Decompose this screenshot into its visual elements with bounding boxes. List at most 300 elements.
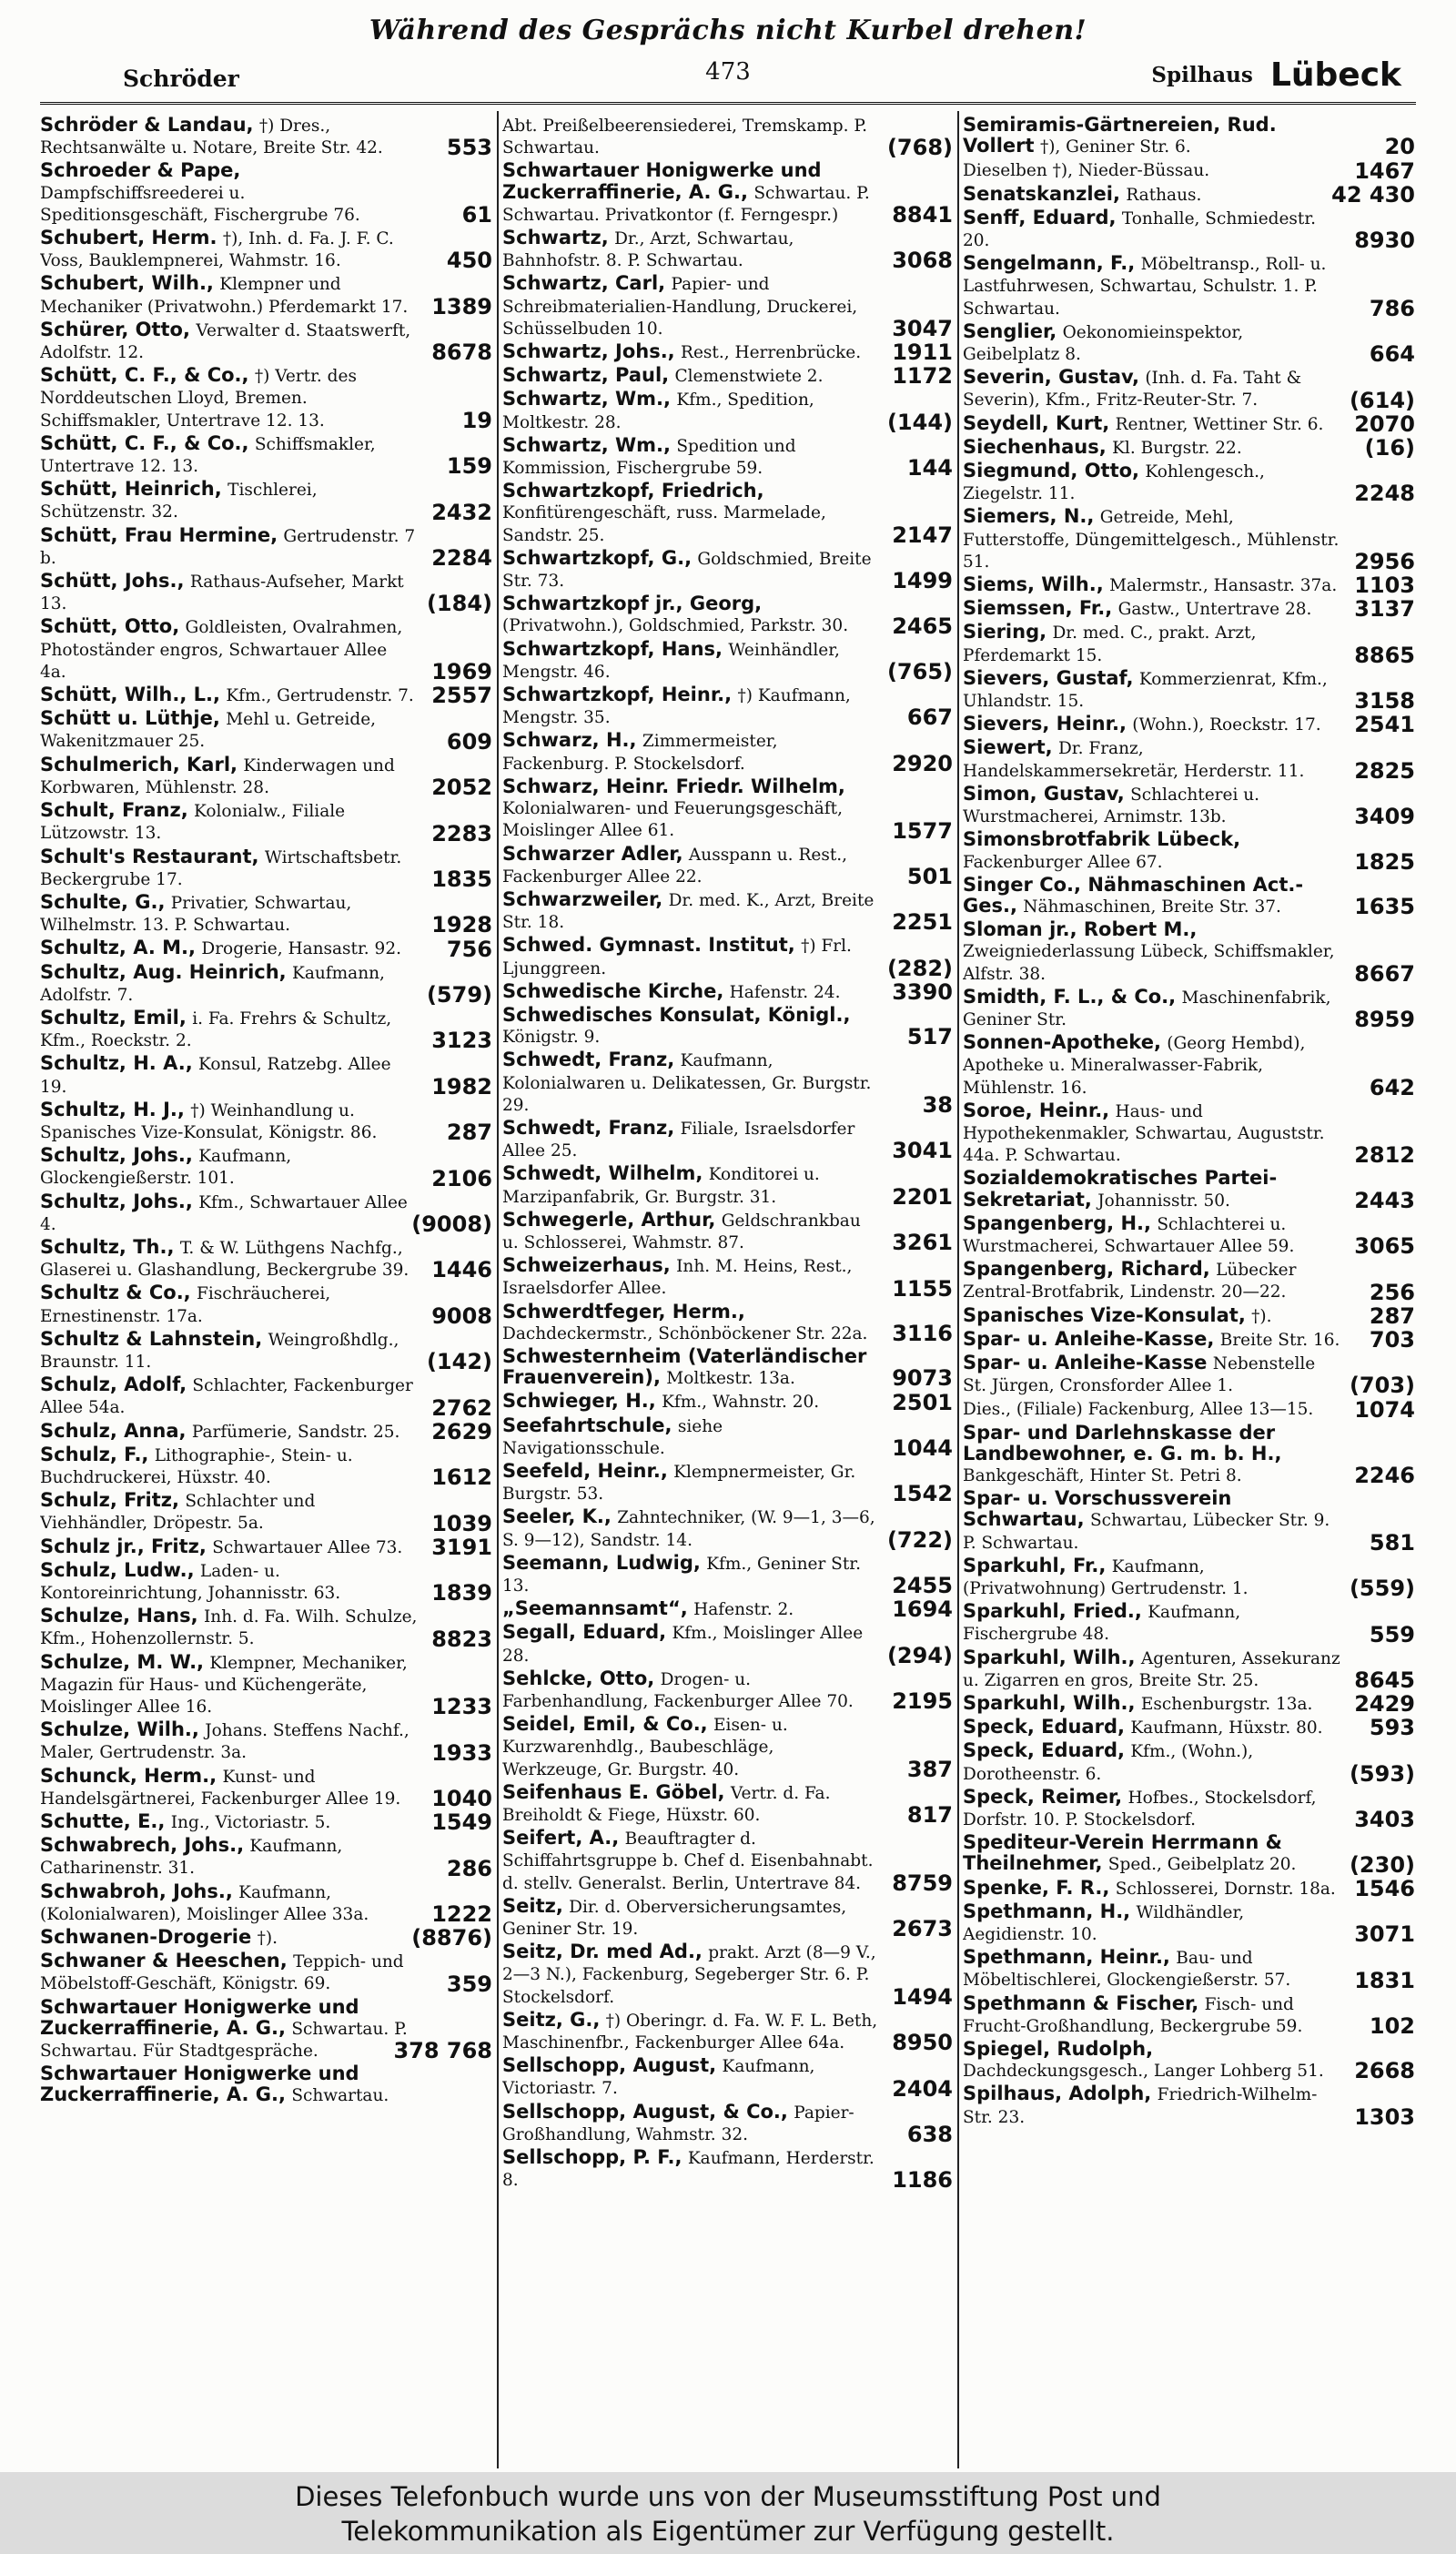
- directory-entry: [40, 1098, 492, 1146]
- directory-entry: [502, 1208, 953, 1256]
- entry-name: Schulz, Adolf,: [40, 1373, 187, 1396]
- entry-name: Schwartauer Honigwerke und Zuckerraffinerie, A. G.,: [40, 1995, 359, 2039]
- directory-entry: [502, 1828, 953, 1894]
- entry-details: Schwartau. P. Schwartau. Für Stadtgespräche.: [40, 2019, 408, 2062]
- entry-name: Simon, Gustav,: [963, 782, 1125, 805]
- entry-details: Konsul, Ratzebg. Allee 19.: [40, 1055, 391, 1097]
- phone-number: 1039: [428, 1513, 492, 1535]
- entry-name: Schwartz, Wm.,: [502, 388, 672, 410]
- entry-details: Wirtschaftsbetr. Beckergrube 17.: [40, 847, 402, 889]
- entry-name: Schwarz, H.,: [502, 729, 637, 752]
- phone-number: 2429: [1350, 1693, 1415, 1715]
- entry-name: Seemann, Ludwig,: [502, 1551, 701, 1574]
- entry-details: T. & W. Lüthgens Nachfg., Glaserei u. Glashandlung, Beckergrube 39.: [40, 1238, 410, 1281]
- phone-number: 2246: [1350, 1464, 1415, 1486]
- entry-name: Schwartz, Paul,: [502, 364, 670, 387]
- directory-entry: [963, 1488, 1415, 1554]
- entry-name: Schwartz, Carl,: [502, 272, 666, 295]
- entry-name: Soroe, Heinr.,: [963, 1099, 1110, 1121]
- entry-name: Seeler, K.,: [502, 1505, 612, 1528]
- directory-entry: [502, 115, 953, 161]
- phone-number: 450: [443, 249, 492, 271]
- entry-name: Spiegel, Rudolph,: [963, 2038, 1154, 2061]
- entry-name: Sozialdemokratisches Partei-Sekretariat,: [963, 1167, 1278, 1211]
- entry-name: Spethmann, Heinr.,: [963, 1946, 1170, 1969]
- entry-details: prakt. Arzt (8—9 V., 2—3 N.), Fackenburg, Segeberger Str. 6. P. Stockelsdorf.: [502, 1943, 876, 2007]
- entry-details: Kaufmann, Victoriastr. 7.: [502, 2057, 815, 2099]
- entry-name: Spediteur-Verein Herrmann & Theilnehmer,: [963, 1831, 1282, 1875]
- directory-entry: [963, 1100, 1415, 1167]
- phone-number: 1103: [1350, 574, 1415, 596]
- entry-details: †).: [1251, 1306, 1272, 1326]
- phone-number: 664: [1366, 343, 1415, 365]
- phone-number: (142): [423, 1351, 492, 1373]
- phone-number: 8667: [1350, 963, 1415, 985]
- entry-name: Schubert, Wilh.,: [40, 272, 214, 295]
- directory-entry: [502, 776, 953, 842]
- entry-details: Eisen- u. Kurzwarenhdlg., Baubeschläge, Werkzeuge, Gr. Burgstr. 40.: [502, 1716, 788, 1779]
- header-right: [1151, 56, 1401, 94]
- directory-entry: [40, 1809, 492, 1836]
- entry-name: Schwartauer Honigwerke und Zuckerraffinerie, A. G.,: [40, 2062, 359, 2106]
- entry-name: Schulz, Ludw.,: [40, 1558, 195, 1581]
- entry-name: Schwed. Gymnast. Institut,: [502, 934, 795, 957]
- entry-details: Kfm., Wahnstr. 20.: [662, 1393, 820, 1413]
- phone-number: 1044: [888, 1437, 953, 1459]
- entry-details: Parfümerie, Sandstr. 25.: [191, 1422, 400, 1442]
- phone-number: (703): [1346, 1374, 1415, 1396]
- phone-number: 756: [443, 938, 492, 960]
- phone-number: 1831: [1350, 1970, 1415, 1992]
- entry-details: Fisch- und Frucht-Großhandlung, Beckergrube 59.: [963, 1994, 1303, 2036]
- page-banner: Während des Gesprächs nicht Kurbel drehen!: [369, 15, 1087, 46]
- directory-entry: [963, 437, 1415, 459]
- entry-details: Kaufmann, Fischergrube 48.: [963, 1603, 1241, 1645]
- entry-details: Geldschrankbau u. Schlosserei, Wahmstr. 87.: [502, 1211, 861, 1252]
- phone-number: (294): [884, 1645, 953, 1667]
- phone-number: (184): [423, 593, 492, 614]
- entry-details: †).: [257, 1929, 278, 1949]
- entry-name: Siegmund, Otto,: [963, 460, 1140, 482]
- entry-details: Königstr. 9.: [502, 1028, 601, 1048]
- phone-number: 287: [1366, 1305, 1415, 1327]
- directory-entry: [963, 460, 1415, 507]
- entry-name: Sellschopp, P. F.,: [502, 2146, 682, 2169]
- phone-number: 3403: [1350, 1809, 1415, 1830]
- entry-details: Teppich- und Möbelstoff-Geschäft, Königstr. 69.: [40, 1952, 404, 1994]
- entry-details: Eschenburgstr. 13a.: [1140, 1695, 1313, 1715]
- phone-number: (9008): [408, 1213, 492, 1235]
- phone-number: 3409: [1350, 806, 1415, 827]
- phone-number: 20: [1381, 136, 1415, 157]
- directory-entry: [40, 1536, 492, 1558]
- phone-number: (16): [1361, 437, 1415, 459]
- phone-number: 1186: [888, 2169, 953, 2191]
- phone-number: 2455: [888, 1575, 953, 1596]
- phone-number: 2201: [888, 1186, 953, 1208]
- phone-number: 2052: [428, 776, 492, 798]
- entry-details: †) Frl. Ljunggreen.: [502, 937, 852, 978]
- entry-name: Spethmann, H.,: [963, 1900, 1131, 1922]
- directory-entry: [963, 596, 1415, 623]
- entry-name: Schwartauer Honigwerke und Zuckerraffinerie, A. G.,: [502, 159, 822, 203]
- entry-details: Ing., Victoriastr. 5.: [170, 1813, 331, 1833]
- entry-name: Spilhaus, Adolph,: [963, 2083, 1152, 2105]
- directory-entry: [40, 1997, 492, 2062]
- entry-details: i. Fa. Frehrs & Schultz, Kfm., Roeckstr. 2.: [40, 1008, 392, 1051]
- entry-name: Schwaner & Heeschen,: [40, 1950, 288, 1972]
- entry-name: Schwesternheim (Vaterländischer Frauenverein),: [502, 1344, 867, 1389]
- directory-entry: [40, 160, 492, 226]
- entry-name: Schunck, Herm.,: [40, 1764, 217, 1787]
- directory-entry: [963, 782, 1415, 830]
- phone-number: 38: [919, 1094, 953, 1116]
- entry-details: Rathaus.: [1126, 185, 1202, 205]
- phone-number: 1172: [888, 365, 953, 387]
- directory-entry: [40, 431, 492, 480]
- entry-details: Schwartau, Lübecker Str. 9. P. Schwartau.: [963, 1511, 1330, 1553]
- phone-number: 501: [904, 866, 953, 887]
- entry-name: Schultz, Th.,: [40, 1235, 175, 1258]
- phone-number: 387: [904, 1758, 953, 1780]
- directory-entry: [963, 1168, 1415, 1211]
- directory-entry: [40, 1652, 492, 1718]
- directory-entry: [40, 1191, 492, 1235]
- entry-name: Sparkuhl, Fr.,: [963, 1554, 1107, 1576]
- phone-number: (559): [1346, 1577, 1415, 1599]
- phone-number: 9008: [428, 1305, 492, 1327]
- entry-name: Schütt, C. F., & Co.,: [40, 364, 249, 387]
- phone-number: 3071: [1350, 1923, 1415, 1945]
- entry-name: Sellschopp, August,: [502, 2054, 717, 2077]
- entry-name: Senff, Eduard,: [963, 206, 1117, 228]
- directory-entry: [502, 1005, 953, 1048]
- phone-number: (8876): [408, 1927, 492, 1949]
- entry-details: Verwalter d. Staatswerft, Adolfstr. 12.: [40, 320, 411, 363]
- entry-details: (Inh. d. Fa. Taht & Severin), Kfm., Fritz-Reuter-Str. 7.: [963, 369, 1302, 410]
- phone-number: 8759: [888, 1872, 953, 1894]
- directory-entry: [963, 410, 1415, 437]
- entry-details: Johans. Steffens Nachf., Maler, Gertrudenstr. 3a.: [40, 1721, 410, 1763]
- directory-entry: [502, 227, 953, 274]
- phone-number: 359: [443, 1973, 492, 1995]
- entry-name: Sievers, Heinr.,: [963, 713, 1127, 735]
- directory-entry: [40, 1718, 492, 1766]
- phone-number: 1911: [888, 341, 953, 363]
- entry-name: Schubert, Herm.: [40, 227, 217, 249]
- directory-entry: [40, 523, 492, 572]
- directory-column-1: [40, 115, 492, 2468]
- entry-details: †), Inh. d. Fa. J. F. C. Voss, Bauklempnerei, Wahmstr. 16.: [40, 229, 394, 271]
- entry-details: Inh. d. Fa. Wilh. Schulze, Kfm., Hohenzollernstr. 5.: [40, 1607, 418, 1649]
- directory-entry: [40, 1927, 492, 1949]
- directory-entry: [40, 1880, 492, 1928]
- entry-name: Spar- u. Anleihe-Kasse,: [963, 1327, 1215, 1350]
- phone-number: 3065: [1350, 1235, 1415, 1257]
- entry-name: Schwartz, Wm.,: [502, 433, 672, 456]
- entry-details: Kfm., Moislinger Allee 28.: [502, 1624, 864, 1666]
- phone-number: 2501: [888, 1392, 953, 1414]
- entry-name: Spangenberg, H.,: [963, 1211, 1151, 1234]
- phone-number: 1969: [428, 661, 492, 683]
- phone-number: 2251: [888, 911, 953, 933]
- phone-number: 553: [443, 137, 492, 158]
- directory-entry: [40, 1373, 492, 1421]
- directory-entry: [963, 873, 1415, 920]
- entry-details: Clemenstwiete 2.: [674, 367, 824, 387]
- entry-details: Wildhändler, Aegidienstr. 10.: [963, 1902, 1245, 1945]
- entry-details: Schwartauer Allee 73.: [212, 1537, 403, 1557]
- entry-name: Siemssen, Fr.,: [963, 597, 1113, 620]
- directory-entry: [963, 1211, 1415, 1260]
- phone-number: 1825: [1350, 851, 1415, 873]
- phone-number: 3047: [888, 318, 953, 340]
- entry-details: Schlosserei, Dornstr. 18a.: [1115, 1879, 1336, 1899]
- directory-entry: [502, 2008, 953, 2056]
- entry-details: Goldschmied, Breite Str. 73.: [502, 549, 872, 592]
- entry-name: „Seemannsamt“,: [502, 1597, 688, 1620]
- directory-entry: [963, 1691, 1415, 1718]
- entry-details: Malermstr., Hansastr. 37a.: [1109, 576, 1338, 596]
- entry-name: Schütt, Heinrich,: [40, 478, 222, 501]
- entry-details: (Georg Hembd), Apotheke u. Mineralwasser-Fabrik, Mühlenstr. 16.: [963, 1034, 1306, 1098]
- entry-details: Dr. med. K., Arzt, Breite Str. 18.: [502, 890, 875, 933]
- directory-entry: [502, 340, 953, 366]
- entry-details: Moltkestr. 13a.: [666, 1369, 795, 1389]
- entry-details: Kaufmann, Glockengießerstr. 101.: [40, 1147, 292, 1189]
- directory-entry: [40, 753, 492, 801]
- directory-entry: [502, 160, 953, 226]
- entry-name: Schütt u. Lüthje,: [40, 707, 220, 730]
- phone-number: 2070: [1350, 413, 1415, 435]
- header-city: Lübeck: [1269, 56, 1401, 94]
- entry-details: Kolonialwaren- und Feuerungsgeschäft, Moislinger Allee 61.: [502, 799, 843, 841]
- entry-details: Tonhalle, Schmiedestr. 20.: [963, 208, 1317, 251]
- phone-number: 3158: [1350, 690, 1415, 712]
- entry-name: Seitz, Dr. med Ad.,: [502, 1941, 703, 1963]
- entry-details: Zimmermeister, Fackenburg. P. Stockelsdorf.: [502, 732, 778, 774]
- entry-details: Laden- u. Kontoreinrichtung, Johannisstr. 63.: [40, 1561, 341, 1603]
- directory-entry: [963, 1900, 1415, 1948]
- directory-entry: [40, 1605, 492, 1652]
- phone-number: 2284: [428, 547, 492, 569]
- phone-number: 8959: [1350, 1008, 1415, 1030]
- entry-name: Seifert, A.,: [502, 1827, 620, 1850]
- entry-name: Spar- und Darlehnskasse der Landbewohner, e. G. m. b. H.,: [963, 1421, 1282, 1464]
- entry-name: Sloman jr., Robert M.,: [963, 918, 1198, 941]
- phone-number: 1612: [428, 1466, 492, 1488]
- entry-details: Kaufmann, Kolonialwaren u. Delikatessen, Gr. Burgstr. 29.: [502, 1051, 872, 1115]
- entry-details: Möbeltransp., Roll- u. Lastfuhrwesen, Schwartau, Schulstr. 1. P. Schwartau.: [963, 255, 1327, 319]
- entry-details: Fischräucherei, Ernestinenstr. 17a.: [40, 1284, 331, 1326]
- phone-number: (230): [1346, 1854, 1415, 1876]
- entry-name: Sparkuhl, Wilh.,: [963, 1646, 1136, 1668]
- directory-entry: [963, 919, 1415, 985]
- entry-details: Kunst- und Handelsgärtnerei, Fackenburger Allee 19.: [40, 1767, 401, 1809]
- entry-details: Beauftragter d. Schiffahrtsgruppe b. Chef d. Eisenbahnabt. d. stellv. Generalst. Berlin, Untertrave 84.: [502, 1829, 874, 1893]
- phone-number: 2283: [428, 823, 492, 845]
- entry-name: Schult, Franz,: [40, 799, 188, 822]
- entry-details: Kaufmann, Catharinenstr. 31.: [40, 1837, 343, 1879]
- directory-entry: [963, 157, 1415, 184]
- directory-entry: [502, 684, 953, 731]
- phone-number: (722): [884, 1529, 953, 1551]
- entry-details: Dies., (Filiale) Fackenburg, Allee 13—15.: [963, 1400, 1314, 1420]
- directory-entry: [963, 828, 1415, 875]
- directory-entry: [40, 227, 492, 274]
- entry-name: Semiramis-Gärtnereien, Rud. Vollert: [963, 115, 1277, 157]
- entry-details: Weinhändler, Mengstr. 46.: [502, 640, 840, 682]
- entry-name: Spar- u. Anleihe-Kasse: [963, 1351, 1208, 1373]
- entry-name: Siems, Wilh.,: [963, 573, 1104, 596]
- entry-name: Schult's Restaurant,: [40, 845, 259, 867]
- directory-entry: [502, 730, 953, 774]
- entry-details: Kaufmann, (Kolonialwaren), Moislinger Allee 33a.: [40, 1882, 369, 1924]
- entry-details: Kolonialw., Filiale Lützowstr. 13.: [40, 802, 346, 844]
- directory-entry: [963, 573, 1415, 599]
- phone-number: 1499: [888, 570, 953, 592]
- entry-name: Sievers, Gustaf,: [963, 666, 1134, 689]
- entry-name: Schütt, Otto,: [40, 615, 180, 638]
- footer-line-1: Dieses Telefonbuch wurde uns von der Museumsstiftung Post und: [295, 2481, 1161, 2512]
- directory-entry: [502, 1551, 953, 1599]
- directory-entry: [40, 892, 492, 936]
- entry-name: Schutte, E.,: [40, 1810, 166, 1833]
- entry-name: Siering,: [963, 621, 1047, 644]
- entry-name: Schütt, Wilh., L.,: [40, 684, 220, 706]
- entry-details: Konfitürengeschäft, russ. Marmelade, Sandstr. 25.: [502, 503, 826, 545]
- phone-number: 2443: [1350, 1190, 1415, 1211]
- directory-entry: [40, 1006, 492, 1054]
- entry-details: (Privatwohn.), Goldschmied, Parkstr. 30.: [502, 616, 849, 636]
- entry-details: †), Geniner Str. 6.: [1039, 137, 1191, 157]
- directory-entry: [502, 2054, 953, 2102]
- phone-number: 8865: [1350, 644, 1415, 666]
- entry-details: Kaufmann, Hüxstr. 80.: [1130, 1718, 1323, 1738]
- entry-name: Schwegerle, Arthur,: [502, 1208, 716, 1231]
- entry-details: Fackenburger Allee 67.: [963, 852, 1163, 872]
- entry-details: Gastw., Untertrave 28.: [1117, 600, 1312, 620]
- entry-details: Hafenstr. 24.: [729, 982, 841, 1002]
- phone-number: (768): [884, 137, 953, 158]
- entry-name: Schwartzkopf, G.,: [502, 546, 693, 569]
- directory-entry: [963, 666, 1415, 715]
- phone-number: (593): [1346, 1763, 1415, 1785]
- directory-entry: [502, 2100, 953, 2148]
- entry-name: Singer Co., Nähmaschinen Act.-Ges.,: [963, 873, 1304, 917]
- entry-name: Schulze, Hans,: [40, 1605, 198, 1627]
- directory-entry: [40, 936, 492, 962]
- phone-number: 8930: [1350, 229, 1415, 251]
- phone-number: 3191: [428, 1536, 492, 1558]
- entry-details: Rest., Herrenbrücke.: [681, 343, 862, 363]
- phone-number: 8678: [428, 341, 492, 363]
- entry-name: Seitz, G.,: [502, 2008, 601, 2031]
- directory-entry: [963, 712, 1415, 738]
- phone-number: 1155: [888, 1278, 953, 1300]
- entry-name: Schwanen-Drogerie: [40, 1926, 252, 1949]
- entry-name: Schulz, F.,: [40, 1443, 149, 1465]
- entry-name: Sparkuhl, Wilh.,: [963, 1692, 1136, 1715]
- entry-name: Schwabrech, Johs.,: [40, 1834, 245, 1857]
- phone-number: 581: [1366, 1532, 1415, 1554]
- directory-entry: [502, 435, 953, 479]
- entry-name: Schulz, Fritz,: [40, 1489, 179, 1512]
- directory-entry: [40, 1950, 492, 1997]
- phone-number: 1222: [428, 1903, 492, 1925]
- entry-name: Spanisches Vize-Konsulat,: [963, 1303, 1246, 1326]
- phone-number: 1040: [428, 1788, 492, 1809]
- directory-entry: [40, 1237, 492, 1281]
- entry-details: Dampfschiffsreederei u. Speditionsgeschäft, Fischergrube 76.: [40, 183, 360, 225]
- entry-details: Kl. Burgstr. 22.: [1112, 438, 1242, 458]
- directory-entry: [40, 1443, 492, 1491]
- entry-name: Schultz, Aug. Heinrich,: [40, 960, 287, 983]
- column-divider: [497, 111, 499, 2468]
- phone-number: 1577: [888, 820, 953, 842]
- phone-number: 1835: [428, 868, 492, 890]
- phone-number: 559: [1366, 1624, 1415, 1646]
- directory-entry: [963, 1554, 1415, 1602]
- directory-entry: [502, 1302, 953, 1344]
- entry-name: Schütt, Johs.,: [40, 570, 185, 593]
- entry-details: Klempnermeister, Gr. Burgstr. 53.: [502, 1462, 856, 1505]
- phone-number: 3116: [888, 1323, 953, 1344]
- entry-name: Schulte, G.,: [40, 890, 166, 913]
- entry-name: Seefeld, Heinr.,: [502, 1459, 668, 1482]
- entry-name: Seifenhaus E. Göbel,: [502, 1780, 725, 1803]
- directory-entry: [502, 481, 953, 546]
- entry-name: Schwartzkopf, Hans,: [502, 637, 723, 660]
- entry-name: Schwedisches Konsulat, Königl.,: [502, 1003, 851, 1026]
- entry-details: Sped., Geibelplatz 20.: [1107, 1855, 1297, 1875]
- entry-details: Nebenstelle St. Jürgen, Cronsforder Allee 1.: [963, 1353, 1316, 1396]
- directory-entry: [40, 707, 492, 755]
- directory-entry: [40, 1835, 492, 1879]
- directory-entry: [502, 1780, 953, 1829]
- directory-entry: [502, 1254, 953, 1302]
- entry-details: Kaufmann, Herderstr. 8.: [502, 2149, 875, 2191]
- entry-details: Weingroßhdlg., Braunstr. 11.: [40, 1330, 399, 1372]
- entry-name: Schwartzkopf, Heinr.,: [502, 684, 733, 706]
- phone-number: 517: [904, 1026, 953, 1048]
- entry-details: Tischlerei, Schützenstr. 32.: [40, 481, 318, 522]
- entry-details: Kommerzienrat, Kfm., Uhlandstr. 15.: [963, 669, 1328, 712]
- entry-name: Schwedt, Wilhelm,: [502, 1162, 703, 1185]
- phone-number: (579): [423, 984, 492, 1006]
- directory-entry: [502, 1116, 953, 1164]
- entry-details: Dieselben †), Nieder-Büssau.: [963, 161, 1210, 181]
- entry-details: Schlachter und Viehhändler, Dröpestr. 5a.: [40, 1492, 316, 1534]
- directory-entry: [40, 1052, 492, 1100]
- entry-name: Schulze, Wilh.,: [40, 1718, 199, 1741]
- directory-entry: [502, 1714, 953, 1780]
- entry-details: †) Oberingr. d. Fa. W. F. L. Beth, Maschinenfbr., Fackenburger Allee 64a.: [502, 2011, 878, 2053]
- entry-details: Kfm., Spedition, Moltkestr. 28.: [502, 390, 814, 432]
- entry-details: Klempner und Mechaniker (Privatwohn.) Pferdemarkt 17.: [40, 275, 409, 317]
- entry-name: Schröder & Landau,: [40, 115, 254, 136]
- phone-number: 378 768: [389, 2040, 492, 2062]
- entry-details: Oekonomieinspektor, Geibelplatz 8.: [963, 322, 1244, 365]
- phone-number: 1933: [428, 1742, 492, 1764]
- entry-name: Schürer, Otto,: [40, 318, 190, 340]
- entry-details: Schlachterei u. Wurstmacherei, Schwartauer Allee 59.: [963, 1214, 1295, 1256]
- entry-name: Siemers, N.,: [963, 505, 1095, 528]
- entry-details: Dachdeckungsgesch., Langer Lohberg 51.: [963, 2062, 1324, 2082]
- phone-number: 8823: [428, 1628, 492, 1650]
- entry-details: Getreide, Mehl, Futterstoffe, Düngemittelgesch., Mühlenstr. 51.: [963, 508, 1340, 572]
- directory-entry: [963, 1992, 1415, 2040]
